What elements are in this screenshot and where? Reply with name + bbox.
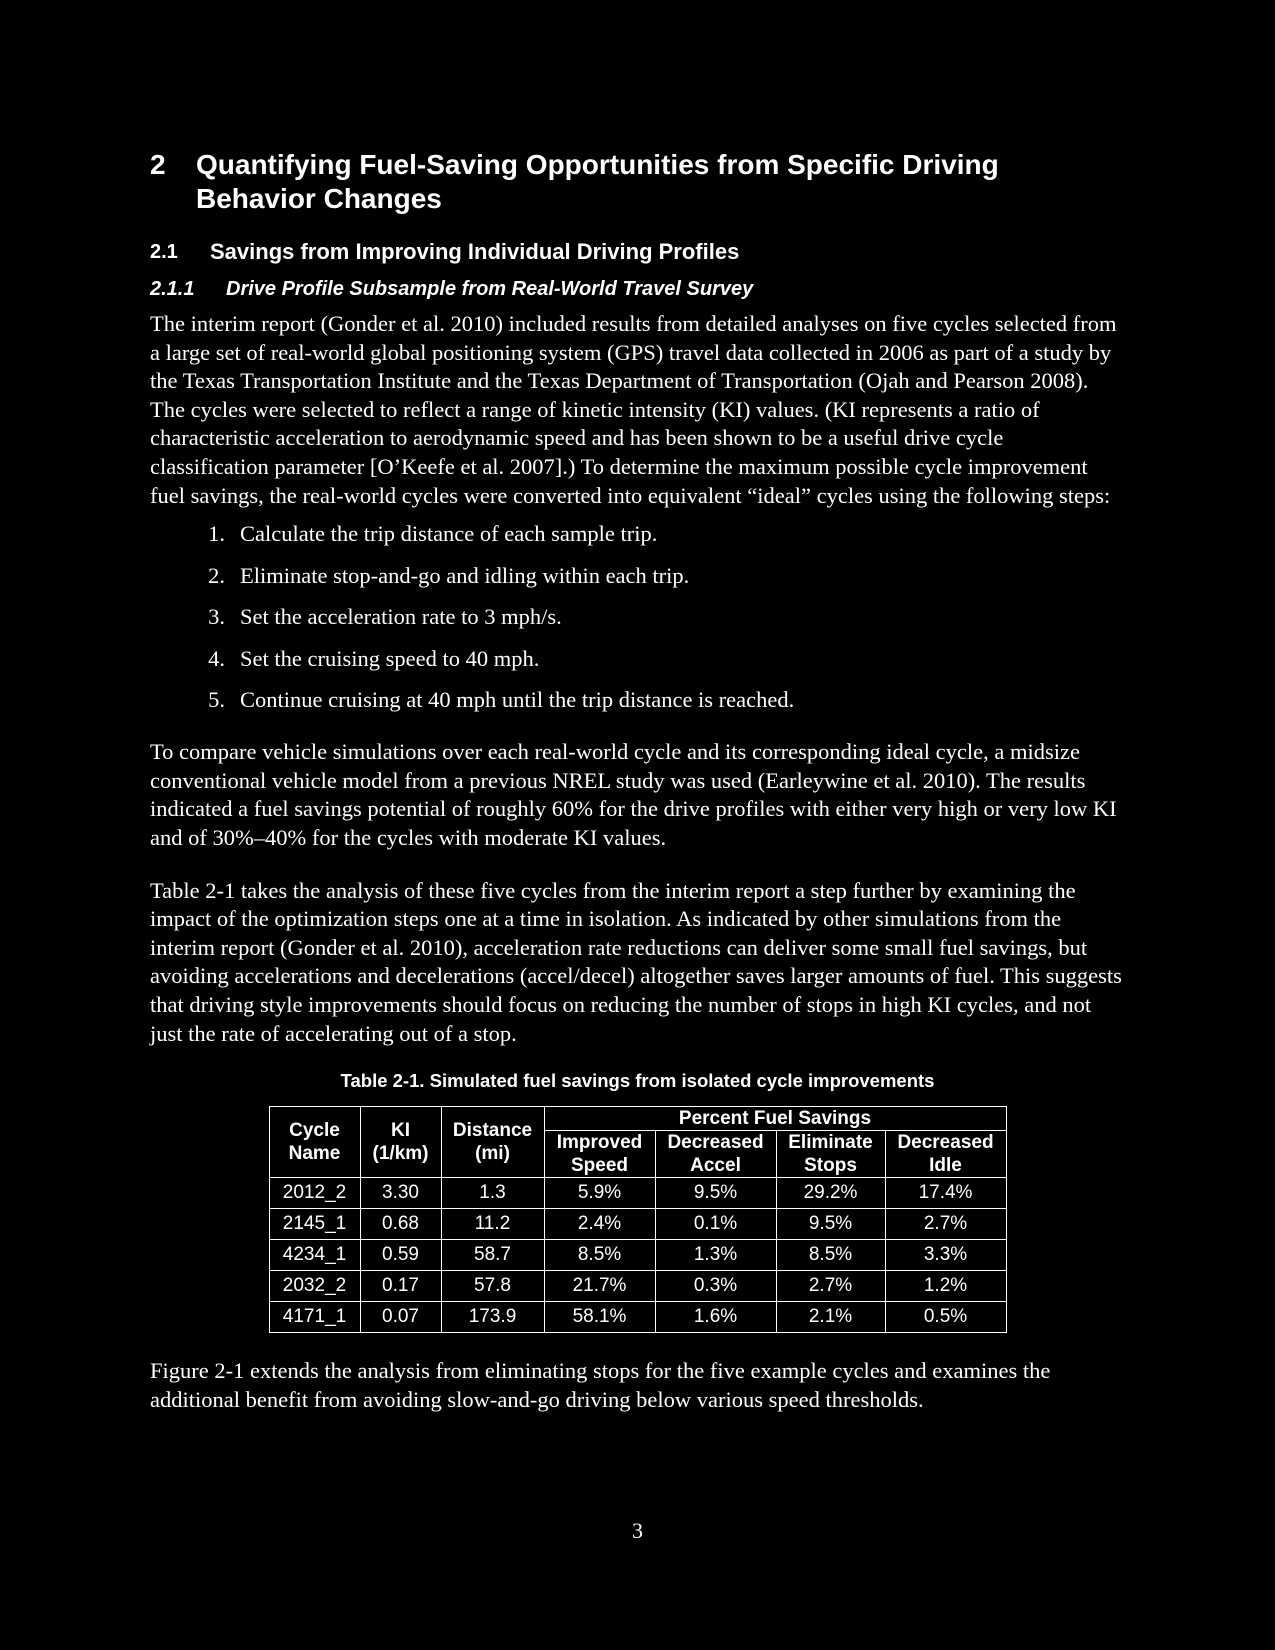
header-eliminate-stops: Eliminate Stops	[776, 1131, 885, 1178]
document-page	[150, 148, 1125, 1414]
list-item: 1. Calculate the trip distance of each sample trip.	[208, 521, 658, 547]
subsection-title: Savings from Improving Individual Driving Profiles	[210, 239, 740, 264]
steps-list	[150, 520, 1125, 714]
paragraph-simulation: To compare vehicle simulations over each real-world cycle and its corresponding ideal cycle, a midsize conventional vehicle model from a previous NREL study was used (Earleywine et al. 2010). The results indicated a fuel savings potential of roughly 60% for the drive profiles with either very high or very low KI and of 30%–40% for the cycles with moderate KI values.	[150, 739, 1117, 850]
section-heading	[150, 148, 1125, 216]
subsection-heading	[150, 238, 1125, 266]
table-caption: Table 2-1. Simulated fuel savings from isolated cycle improvements	[340, 1070, 935, 1092]
fuel-savings-table	[269, 1106, 1007, 1333]
table-row: 2012_2 3.30 1.3 5.9% 9.5% 29.2% 17.4%	[269, 1178, 1006, 1209]
paragraph-table-intro: Table 2-1 takes the analysis of these five cycles from the interim report a step further by examining the impact of the optimization steps one at a time in isolation. As indicated by other simulations from the interim report (Gonder et al. 2010), acceleration rate reductions can deliver some small fuel savings, but avoiding accelerations and decelerations (accel/decel) altogether saves larger amounts of fuel. This suggests that driving style improvements should focus on reducing the number of stops in high KI cycles, and not just the rate of accelerating out of a stop.	[150, 877, 1122, 1046]
table-row: 4234_1 0.59 58.7 8.5% 1.3% 8.5% 3.3%	[269, 1240, 1006, 1271]
list-item: 4. Set the cruising speed to 40 mph.	[208, 645, 540, 671]
header-percent-fuel-savings: Percent Fuel Savings	[544, 1107, 1006, 1131]
list-item: 2. Eliminate stop-and-go and idling within each trip.	[208, 562, 690, 588]
table-row: 4171_1 0.07 173.9 58.1% 1.6% 2.1% 0.5%	[269, 1302, 1006, 1333]
subsubsection-heading	[150, 276, 1125, 302]
header-distance: Distance (mi)	[441, 1107, 544, 1178]
table-row: 2032_2 0.17 57.8 21.7% 0.3% 2.7% 1.2%	[269, 1271, 1006, 1302]
subsubsection-number: 2.1.1	[150, 278, 195, 300]
page-number: 3	[632, 1518, 643, 1543]
section-title: Quantifying Fuel-Saving Opportunities from Specific Driving Behavior Changes	[196, 149, 999, 214]
header-ki: KI (1/km)	[360, 1107, 441, 1178]
header-improved-speed: Improved Speed	[544, 1131, 655, 1178]
list-item: 3. Set the acceleration rate to 3 mph/s.	[208, 604, 562, 630]
table-row: 2145_1 0.68 11.2 2.4% 0.1% 9.5% 2.7%	[269, 1209, 1006, 1240]
header-cycle-name: Cycle Name	[269, 1107, 360, 1178]
subsubsection-title: Drive Profile Subsample from Real-World Travel Survey	[226, 278, 754, 300]
header-decreased-accel: Decreased Accel	[655, 1131, 776, 1178]
header-decreased-idle: Decreased Idle	[885, 1131, 1006, 1178]
paragraph-intro: The interim report (Gonder et al. 2010) included results from detailed analyses on five cycles selected from a large set of real-world global positioning system (GPS) travel data collected in 2006 as part of a study by the Texas Transportation Institute and the Texas Department of Transportation (Ojah and Pearson 2008). The cycles were selected to reflect a range of kinetic intensity (KI) values. (KI represents a ratio of characteristic acceleration to aerodynamic speed and has been shown to be a useful drive cycle classification parameter [O’Keefe et al. 2007].) To determine the maximum possible cycle improvement fuel savings, the real-world cycles were converted into equivalent “ideal” cycles using the following steps:	[150, 311, 1117, 508]
paragraph-figure-ref: Figure 2-1 extends the analysis from eliminating stops for the five example cycles and examines the additional benefit from avoiding slow-and-go driving below various speed thresholds.	[150, 1358, 1051, 1412]
list-item: 5. Continue cruising at 40 mph until the trip distance is reached.	[208, 687, 795, 713]
subsection-number: 2.1	[150, 241, 178, 263]
section-number: 2	[150, 149, 166, 180]
